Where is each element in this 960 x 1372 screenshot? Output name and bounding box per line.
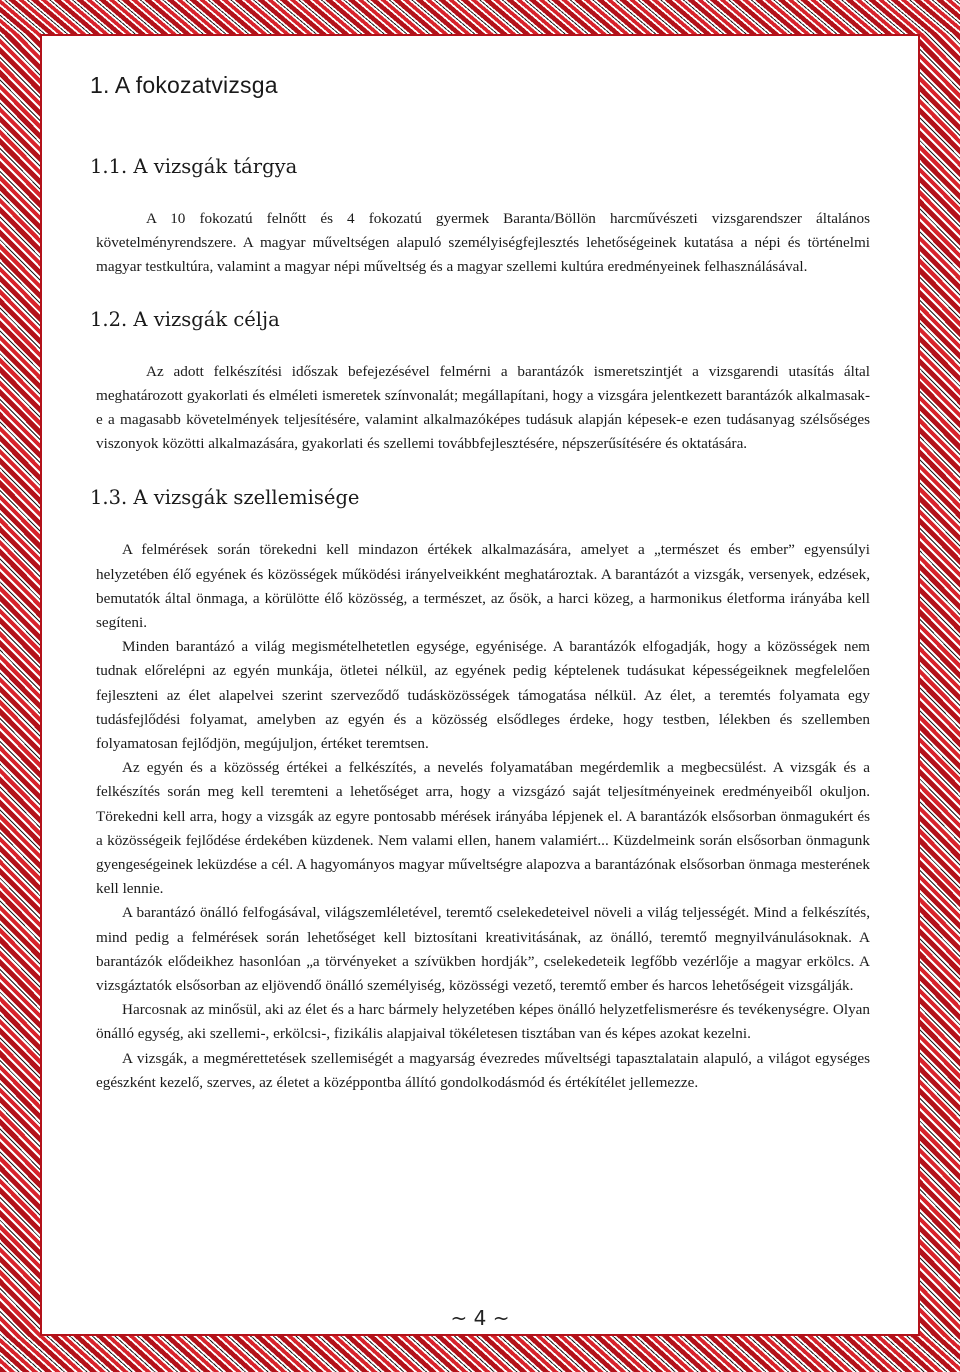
section-1-title: 1. A fokozatvizsga	[90, 72, 278, 98]
section-1-3-paragraph-1: A felmérések során törekedni kell mindazon értékek alkalmazására, amelyet a „természet és ember” egyensúlyi helyzetében élő egyének és közösségek működési irányelveikként meghatároztak. A barantázót a vizsgák, versenyek, edzések, bemutatók által önmaga, a körülötte élő közösség, a természet, az ősök, a harci közeg, a harmonikus életforma irányába kell segíteni.	[96, 541, 870, 632]
section-1-3-paragraph-6: A vizsgák, a megmérettetések szellemiségét a magyarság évezredes műveltségi tapasztalatain alapuló, a világot egységes egészként kezelő, szerves, az életet a középpontba állító gondolkodásmód és értékítélet jellemezze.	[96, 1049, 870, 1091]
page-number: ~ 4 ~	[450, 1306, 510, 1330]
section-1-3-title: 1.3. A vizsgák szellemisége	[90, 486, 360, 510]
page-content	[90, 72, 870, 1095]
section-1-3-paragraph-4: A barantázó önálló felfogásával, világszemléletével, teremtő cselekedeteivel növeli a világ teljességét. Mind a felkészítés, mind pedig a felmérések során lehetőséget kell biztosítani kreativitásának, az önálló, teremtő megnyilvánulásoknak. A barantázók elődeikhez hasonlóan „a törvényeket a szívükben hordják”, cselekedeteik legfőbb vezérlője a magyar erkölcs. A vizsgáztatók elsősorban az eljövendő önálló személyiség, közösségi vezető, teremtő ember és harcos lehetőségeit vizsgálják.	[96, 904, 870, 995]
section-1-3-paragraph-5: Harcosnak az minősül, aki az élet és a harc bármely helyzetében képes önálló helyzetfelismerésre és tevékenységre. Olyan önálló egység, aki szellemi-, erkölcsi-, fizikális alapjaival tökéletesen tisztában van és képes azokat kezelni.	[96, 1001, 870, 1043]
section-1-2-paragraph: Az adott felkészítési időszak befejezésével felmérni a barantázók ismeretszintjét a vizsgarendi utasítás által meghatározott gyakorlati és elméleti ismeretek színvonalát; megállapítani, hogy a vizsgára jelentkezett barantázók alkalmasak-e a magasabb követelmények teljesítésére, valamint alkalmazóképes tudásuk alapján képesek-e ezen tudásanyag szélsőséges viszonyok közötti alkalmazására, gyakorlati és szellemi továbbfejlesztésére, népszerűsítésére és oktatására.	[96, 362, 870, 453]
section-1-2-title: 1.2. A vizsgák célja	[90, 307, 280, 331]
section-1-3-paragraph-3: Az egyén és a közösség értékei a felkészítés, a nevelés folyamatában megérdemlik a megbecsülést. A vizsgák és a felkészítés során meg kell teremteni a lehetőséget arra, hogy a vizsgázó saját teljesítményeinek eredményeiből okuljon. Törekedni kell arra, hogy a vizsgák az egyre pontosabb mérések irányába lépjenek el. A barantázók elsősorban önmagukért és a közösségeik fejlődése érdekében küzdenek. Nem valami ellen, hanem valamiért... Küzdelmeink során elsősorban önmagunk gyengeségeinek leküzdése a cél. A hagyományos magyar műveltségre alapozva a barantázónak elsősorban önmaga mesterének kell lennie.	[96, 759, 870, 898]
section-1-1-paragraph: A 10 fokozatú felnőtt és 4 fokozatú gyermek Baranta/Böllön harcművészeti vizsgarendszer általános követelményrendszere. A magyar műveltségen alapuló személyiségfejlesztés lehetőségeinek kutatása a népi és történelmi magyar testkultúra, valamint a magyar népi műveltség és a magyar szellemi kultúra eredményeinek felhasználásával.	[96, 210, 870, 276]
section-1-1-title: 1.1. A vizsgák tárgya	[90, 155, 298, 178]
section-1-3-paragraph-2: Minden barantázó a világ megismételhetetlen egysége, egyénisége. A barantázók elfogadják, hogy a közösségek nem tudnak előrelépni az egyén munkája, ötletei nélkül, az egyének pedig képtelenek tudásukat képességeiknek megfelelően fejleszteni az élet alapelvei szerint szerveződő tudásközösségek támogatása nélkül. Az élet, a teremtés folyamata egy tudásfejlődési folyamat, amelyben az egyén és a közösség elsődleges érdeke, hogy testben, lélekben és szellemben folyamatosan fejlődjön, megújuljon, értéket teremtsen.	[96, 638, 870, 753]
